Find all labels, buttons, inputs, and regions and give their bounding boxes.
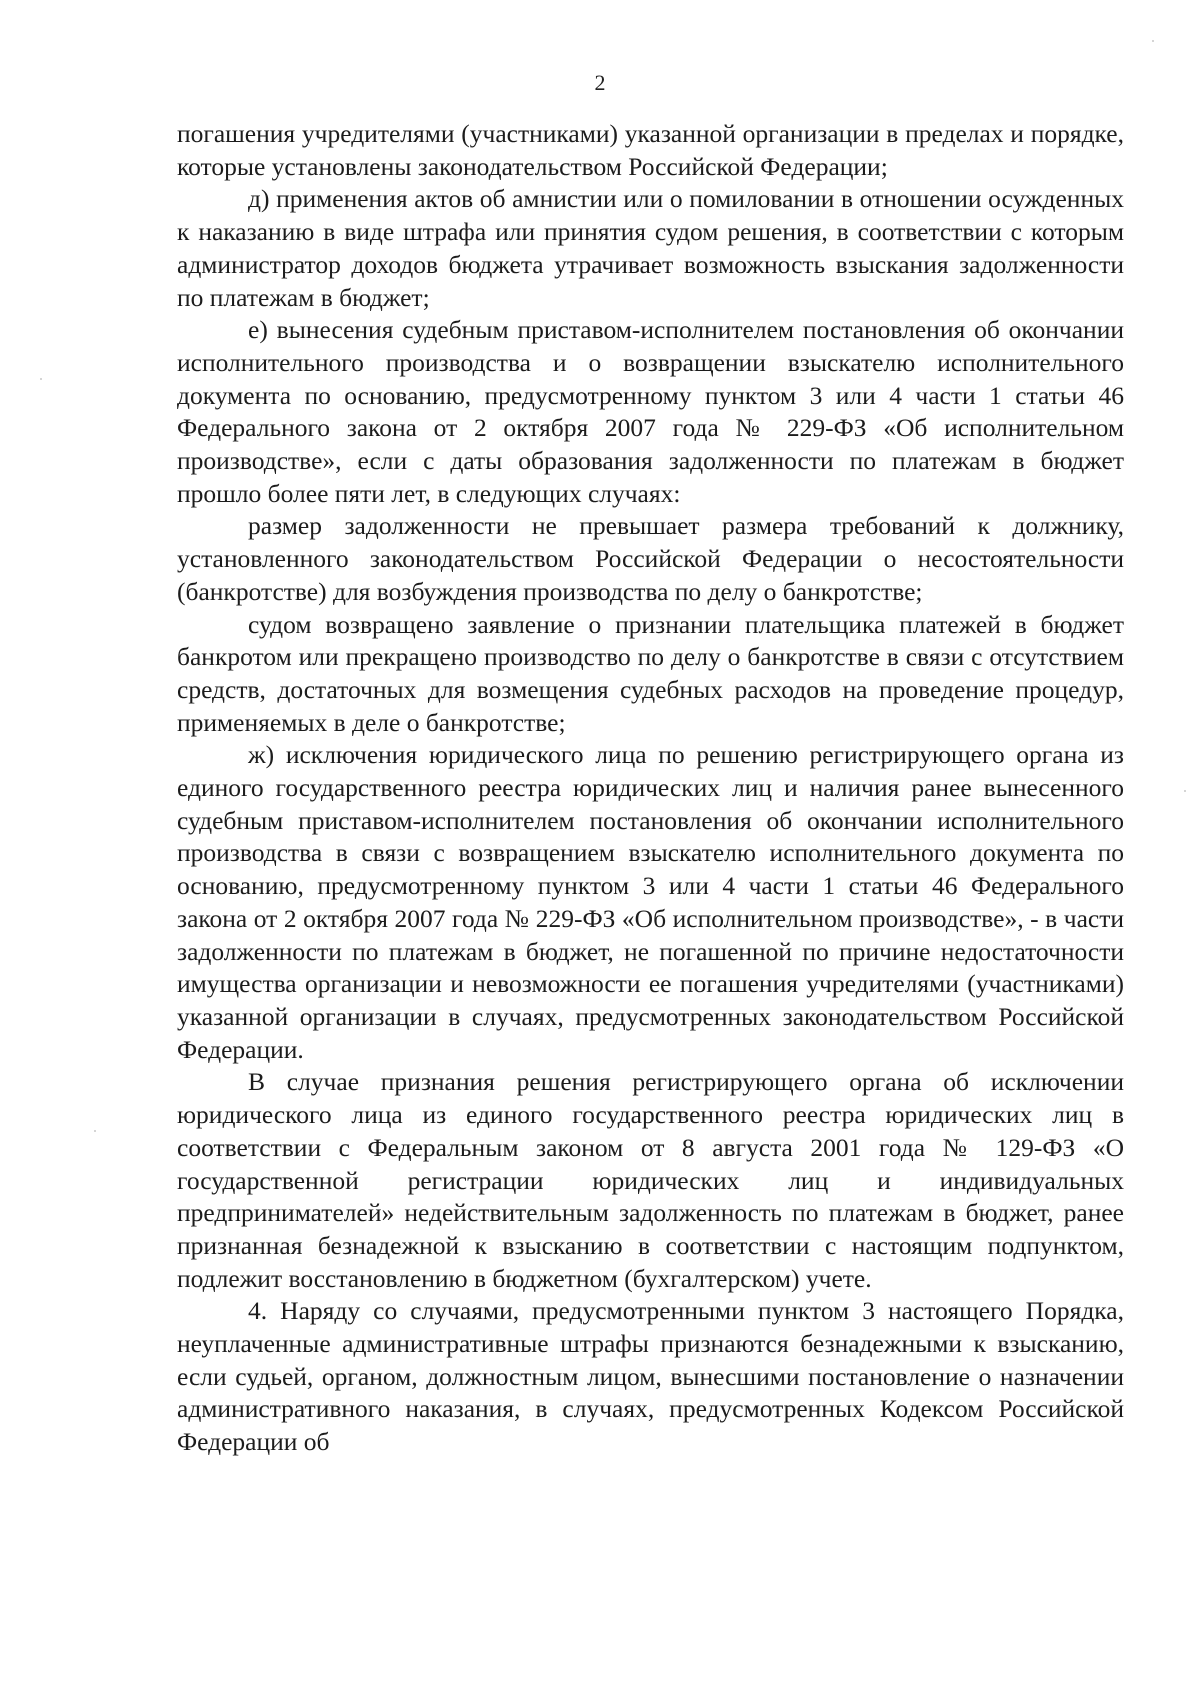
document-body bbox=[177, 118, 1124, 1459]
scan-speck bbox=[94, 1130, 96, 1132]
paragraph-subitem-zh: ж) исключения юридического лица по решению регистрирующего органа из единого государственного реестра юридических лиц и наличия ранее вынесенного судебным приставом-исполнителем постановления об окончании исполнительного производства в связи с возвращением взыскателю исполнительного документа по основанию, предусмотренному пунктом 3 или 4 части 1 статьи 46 Федерального закона от 2 октября 2007 года № 229-ФЗ «Об исполнительном производстве», - в части задолженности по платежам в бюджет, не погашенной по причине недостаточности имущества организации и невозможности ее погашения учредителями (участниками) указанной организации в случаях, предусмотренных законодательством Российской Федерации. bbox=[177, 740, 1124, 1064]
page-number: 2 bbox=[594, 70, 606, 95]
paragraph-subitem-d: д) применения актов об амнистии или о помиловании в отношении осужденных к наказанию в виде штрафа или принятия судом решения, в соответствии с которым администратор доходов бюджета утрачивает возможность взыскания задолженности по платежам в бюджет; bbox=[177, 184, 1124, 312]
paragraph-case-debt-size: размер задолженности не превышает размера требований к должнику, установленного законодательством Российской Федерации о несостоятельности (банкротстве) для возбуждения производства по делу о банкротстве; bbox=[177, 511, 1124, 606]
paragraph-case-court-returned: судом возвращено заявление о признании плательщика платежей в бюджет банкротом или прекращено производство по делу о банкротстве в связи с отсутствием средств, достаточных для возмещения судебных расходов на проведение процедур, применяемых в деле о банкротстве; bbox=[177, 609, 1124, 737]
scan-speck bbox=[1152, 40, 1154, 42]
paragraph-continuation: погашения учредителями (участниками) указанной организации в пределах и порядке, которые установлены законодательством Российской Федерации; bbox=[177, 119, 1124, 181]
scan-speck bbox=[1184, 790, 1186, 792]
paragraph-item-4: 4. Наряду со случаями, предусмотренными пунктом 3 настоящего Порядка, неуплаченные административные штрафы признаются безнадежными к взысканию, если судьей, органом, должностным лицом, вынесшими постановление о назначении административного наказания, в случаях, предусмотренных Кодексом Российской Федерации об bbox=[177, 1296, 1124, 1457]
paragraph-restoration: В случае признания решения регистрирующего органа об исключении юридического лица из единого государственного реестра юридических лиц в соответствии с Федеральным законом от 8 августа 2001 года № 129-ФЗ «О государственной регистрации юридических лиц и индивидуальных предпринимателей» недействительным задолженность по платежам в бюджет, ранее признанная безнадежной к взысканию в соответствии с настоящим подпунктом, подлежит восстановлению в бюджетном (бухгалтерском) учете. bbox=[177, 1067, 1124, 1293]
paragraph-subitem-e: е) вынесения судебным приставом-исполнителем постановления об окончании исполнительного производства и о возвращении взыскателю исполнительного документа по основанию, предусмотренному пунктом 3 или 4 части 1 статьи 46 Федерального закона от 2 октября 2007 года № 229-ФЗ «Об исполнительном производстве», если с даты образования задолженности по платежам в бюджет прошло более пяти лет, в следующих случаях: bbox=[177, 315, 1124, 508]
scan-speck bbox=[40, 378, 42, 380]
